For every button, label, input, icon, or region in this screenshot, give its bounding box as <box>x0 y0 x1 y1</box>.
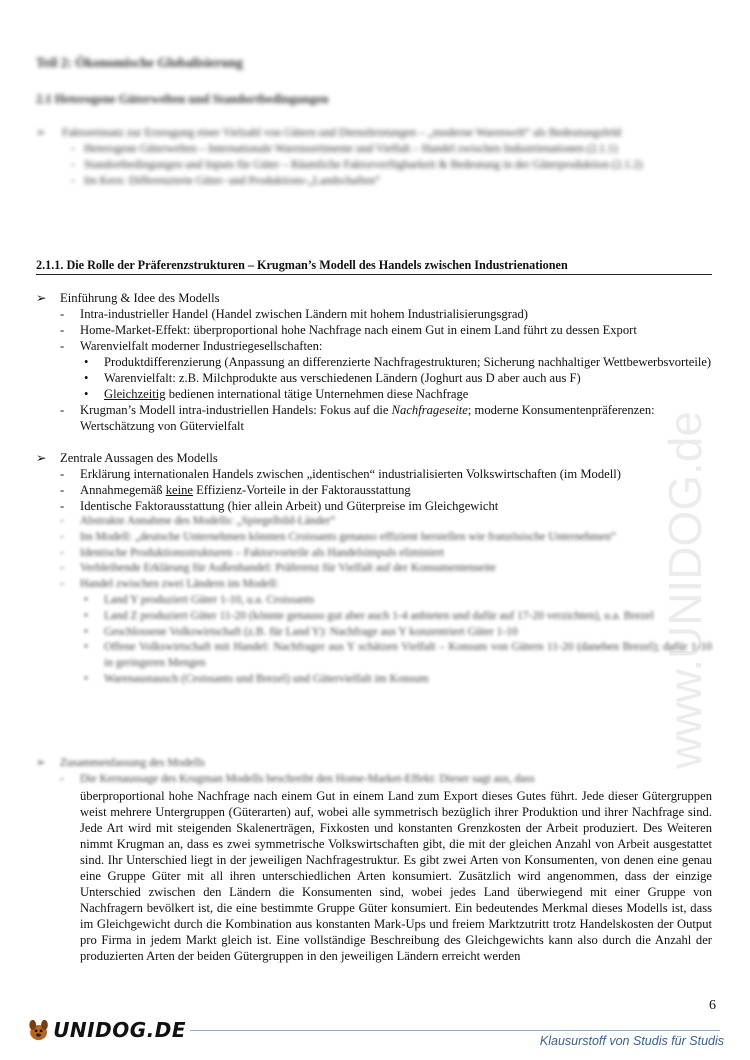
part-title: Teil 2: Ökonomische Globalisierung <box>36 55 243 70</box>
arrow-bullet-icon: ➢ <box>36 291 47 305</box>
block-key-statements <box>36 450 712 688</box>
footer-slogan: Klausurstoff von Studis für Studis <box>539 1034 724 1048</box>
intro-item: - Im Kern: Differenzierte Güter- und Produktions-„Landschaften“ <box>71 175 381 187</box>
watermark: www.UNIDOG.de <box>659 411 711 769</box>
summary-blurred <box>36 756 712 788</box>
list-subitem: • Land Z produziert Güter 11-20 (könnte genauso gut aber auch 1-4 anbieten und dafür auf 17-20 verzichten), u.a. Brezel <box>84 609 654 622</box>
arrow-bullet-icon: ➢ <box>36 757 46 769</box>
section-title: 2.1 Heterogene Güterwelten und Standortbedingungen <box>36 92 329 106</box>
logo-text: UNIDOG.DE <box>53 1018 186 1042</box>
list-item: - Warenvielfalt moderner Industriegesellschaften: <box>60 339 323 353</box>
list-item: - Handel zwischen zwei Ländern im Modell: <box>60 578 279 591</box>
list-subitem: • Gleichzeitig bedienen international tätige Unternehmen diese Nachfrage <box>84 387 469 401</box>
summary-block <box>36 756 712 964</box>
list-item: - Annahmegemäß keine Effizienz-Vorteile in der Faktorausstattung <box>60 483 411 497</box>
list-item: - Intra-industrieller Handel (Handel zwischen Ländern mit hohem Industrialisierungsgrad) <box>60 307 528 321</box>
main-content <box>36 290 712 704</box>
block-heading: ➢ Zusammenfassung des Modells <box>36 756 712 772</box>
list-item: - Krugman’s Modell intra-industriellen Handels: Fokus auf die Nachfrageseite; moderne Konsumentenpräferenzen: Wertschätzung von Gütervielfalt <box>60 403 655 433</box>
list-item: - Verbleibende Erklärung für Außenhandel: Präferenz für Vielfalt auf der Konsumentenseite <box>60 562 496 575</box>
list-subitem: • Offene Volkswirtschaft mit Handel: Nachfrager aus Y schätzen Vielfalt – Konsum von Gütern 11-20 (daneben Brezel); dafür 1-10 in geringeren Mengen <box>84 641 712 670</box>
list-item: - Die Kernaussage des Krugman Modells beschreibt den Home-Market-Effekt: Dieser sagt aus, dass <box>60 772 535 785</box>
list-item: - Identische Faktorausstattung (hier allein Arbeit) und Güterpreise im Gleichgewicht <box>60 499 499 513</box>
block-heading: ➢ Zentrale Aussagen des Modells <box>36 451 218 465</box>
block-introduction <box>36 290 712 434</box>
footer-divider <box>190 1030 720 1031</box>
block-heading: ➢ Einführung & Idee des Modells <box>36 291 220 305</box>
list-subitem: • Geschlossene Volkswirtschaft (z.B. für Land Y): Nachfrage aus Y konzentriert Güter 1-10 <box>84 625 518 638</box>
intro-block <box>36 125 716 189</box>
summary-paragraph: überproportional hohe Nachfrage nach einem Gut in einem Land zum Export dieses Gutes führt. Jede dieser Gütergruppen weist mehrere Untergruppen (Güterarten) auf, wobei alle symmetrisch bezüglich ihrer Produktion und ihrer Nachfrage sind. Jede Art wird mit steigenden Skalenerträgen, Fixkosten und konstanten Grenzkosten der Arbeit produziert. Des Weiteren nimmt Krugman an, dass es zwei symmetrische Volkswirtschaften gibt, die mit der gleichen Anzahl von Arbeit ausgestattet sind. Ihr Unterschied liegt in der jeweiligen Nachfragestruktur. Es gibt zwei Arten von Konsumenten, von denen eine genau eine Gruppe Güter mit all ihren unterschiedlichen Arten konsumiert. Zusätzlich wird angenommen, dass der einzige Unterschied zwischen den Ländern die Konsumenten sind, wobei jedes Land überwiegend mit einer Gruppe von Nachfragern bevölkert ist, die eine bestimmte Gruppe Güter konsumiert. Ein bedeutendes Merkmal dieses Modells ist, dass im Gleichgewicht durch die Kombination aus konstanten Mark-Ups und freiem Marktzutritt trotz Handelskosten der Output pro Firma in jedem Markt gleich ist. Eine vollständige Beschreibung des Gleichgewichts kann also durch die Anzahl der produzierten Arten der beiden Gütergruppen in den jeweiligen Ländern erreicht werden <box>80 788 712 963</box>
list-subitem: • Land Y produziert Güter 1-10, u.a. Croissants <box>84 593 315 606</box>
list-subitem: • Warenaustausch (Croissants und Brezel) und Gütervielfalt im Konsum <box>84 672 429 685</box>
intro-item: - Heterogene Güterwelten – Internationale Warensortimente und Vielfalt – Handel zwischen Industrienationen (2.1.1) <box>71 143 618 155</box>
logo[interactable] <box>26 1012 186 1048</box>
blurred-list <box>36 514 712 688</box>
subsection-title: 2.1.1. Die Rolle der Präferenzstrukturen – Krugman’s Modell des Handels zwischen Industrienationen <box>36 258 712 275</box>
list-item: - Abstrakte Annahme des Modells: „Spiegelbild-Länder“ <box>60 515 336 527</box>
list-subitem: • Produktdifferenzierung (Anpassung an differenzierte Nachfragestrukturen; Sicherung nachhaltiger Wettbewerbsvorteile) <box>84 355 712 369</box>
arrow-bullet-icon: ➢ <box>36 451 47 465</box>
dog-logo-icon <box>26 1015 51 1045</box>
page-number: 6 <box>709 998 716 1013</box>
list-item: - Identische Produktionsstrukturen – Faktorvorteile als Handelsimpuls eliminiert <box>60 546 445 559</box>
list-item: - Im Modell: „deutsche Unternehmen könnten Croissants genauso effizient herstellen wie französische Unternehmen“ <box>60 530 616 543</box>
arrow-bullet-icon: ➢ <box>36 127 46 139</box>
intro-bullet: ➢ Faktoreinsatz zur Erzeugung einer Vielzahl von Gütern und Dienstleistungen – „moderne Warenwelt“ als Bedeutungsfeld <box>36 127 622 139</box>
list-subitem: • Warenvielfalt: z.B. Milchprodukte aus verschiedenen Ländern (Joghurt aus D aber auch aus F) <box>84 371 581 385</box>
list-item: - Erklärung internationalen Handels zwischen „identischen“ industrialisierten Volkswirtschaften (im Modell) <box>60 467 621 481</box>
list-item: - Home-Market-Effekt: überproportional hohe Nachfrage nach einem Gut in einem Land führt zu dessen Export <box>60 323 637 337</box>
intro-item: - Standortbedingungen und Inputs für Güter – Räumliche Faktorverfügbarkeit & Bedeutung in der Güterproduktion (2.1.2) <box>71 159 643 171</box>
